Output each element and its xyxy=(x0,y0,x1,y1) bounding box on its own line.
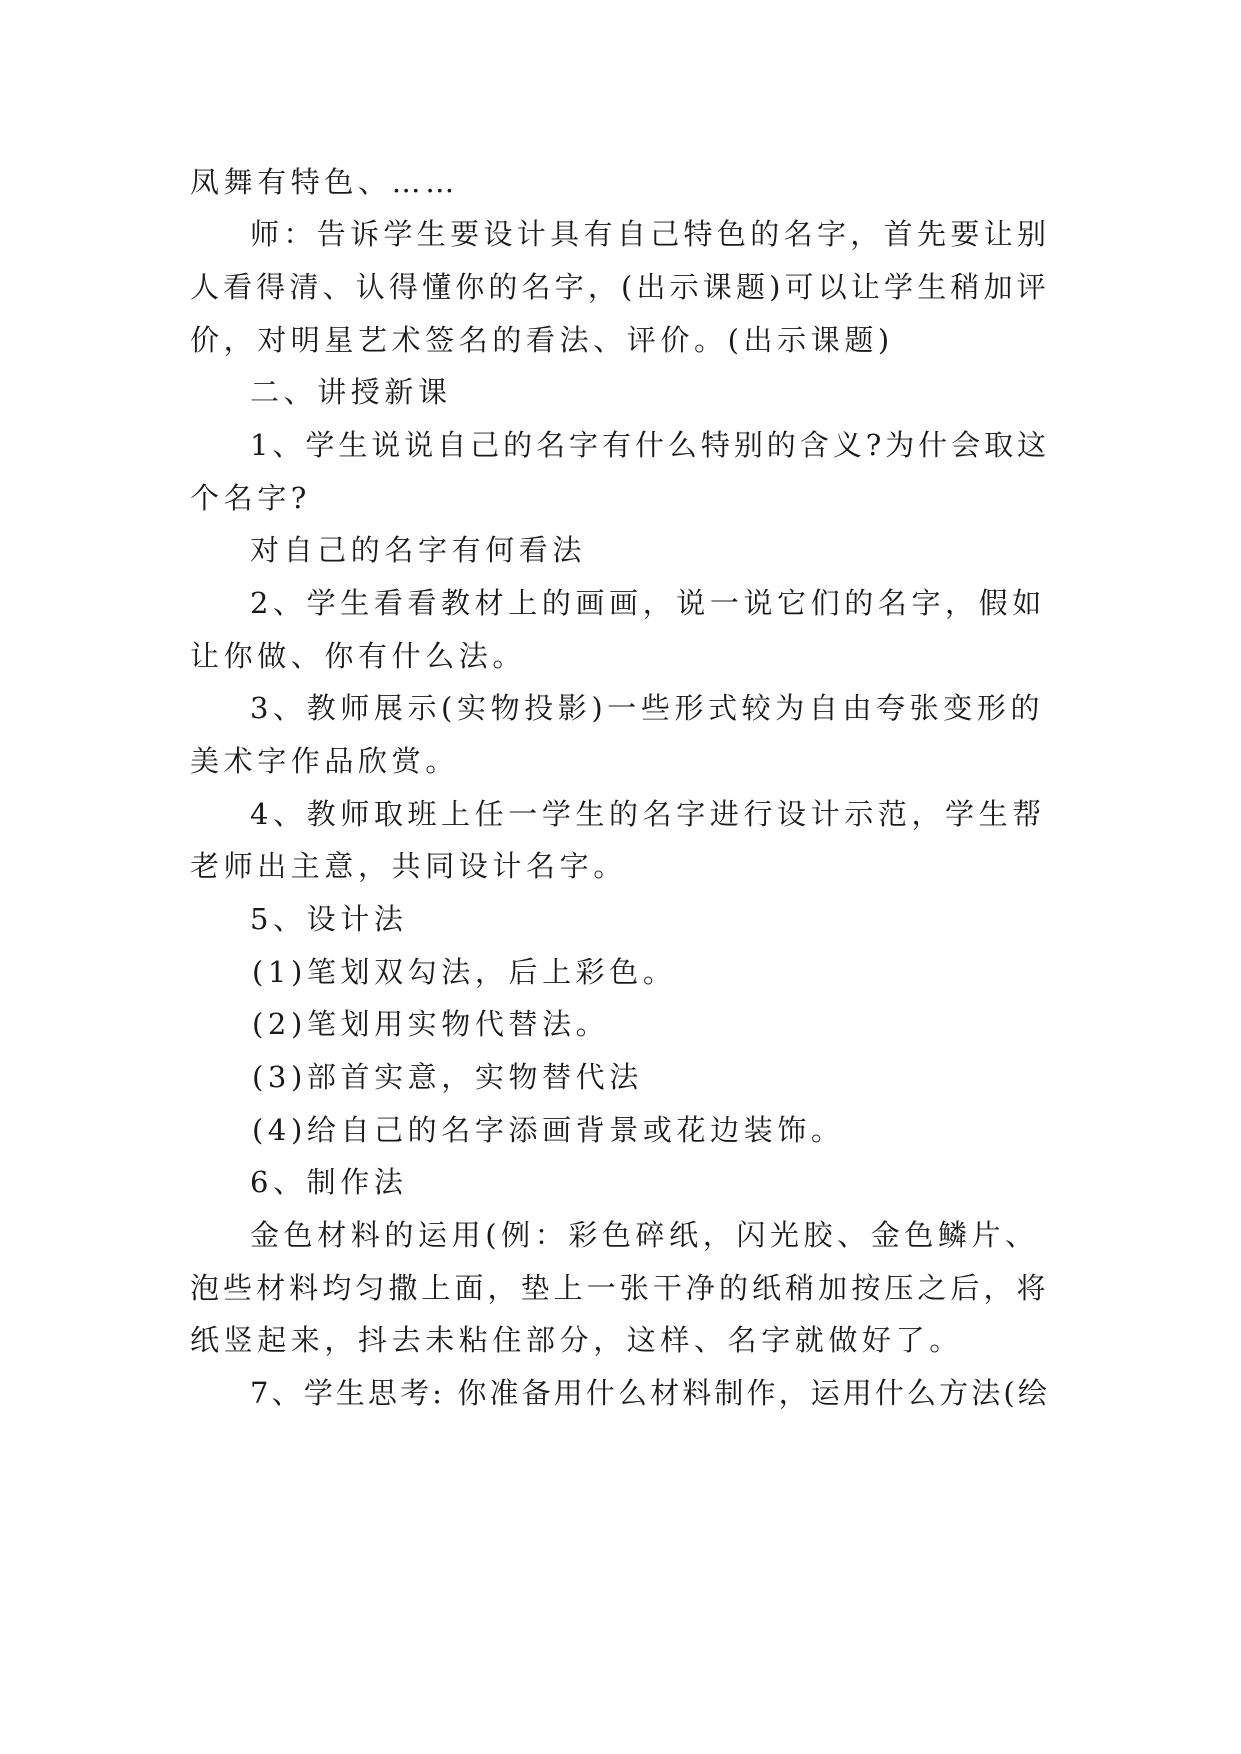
list-item: (3)部首实意，实物替代法 xyxy=(252,1060,643,1094)
text-line: 2、学生看看教材上的画画，说一说它们的名字，假如 xyxy=(250,586,1046,620)
text-line: 个名字? xyxy=(190,481,311,515)
text-line: 5、设计法 xyxy=(250,902,408,936)
text-line: 纸竖起来，抖去未粘住部分，这样、名字就做好了。 xyxy=(190,1323,963,1357)
text-line: 6、制作法 xyxy=(250,1165,408,1199)
text-line: 师：告诉学生要设计具有自己特色的名字，首先要让别 xyxy=(250,217,1051,251)
list-item: (4)给自己的名字添画背景或花边装饰。 xyxy=(252,1113,845,1147)
text-line: 7、学生思考: 你准备用什么材料制作，运用什么方法(绘 xyxy=(250,1376,1050,1410)
text-line: 人看得清、认得懂你的名字，(出示课题)可以让学生稍加评 xyxy=(190,270,1050,304)
list-item: (2)笔划用实物代替法。 xyxy=(252,1007,610,1041)
text-line: 3、教师展示(实物投影)一些形式较为自由夸张变形的 xyxy=(250,691,1045,725)
text-line: 凤舞有特色、…… xyxy=(190,165,459,199)
text-line: 4、教师取班上任一学生的名字进行设计示范，学生帮 xyxy=(250,797,1046,831)
text-line: 对自己的名字有何看法 xyxy=(250,533,587,567)
text-line: 美术字作品欣赏。 xyxy=(190,744,459,778)
text-line: 价，对明星艺术签名的看法、评价。(出示课题) xyxy=(190,323,894,357)
list-item: (1)笔划双勾法，后上彩色。 xyxy=(252,955,677,989)
text-line: 老师出主意，共同设计名字。 xyxy=(190,849,627,883)
text-line: 1、学生说说自己的名字有什么特别的含义?为什会取这 xyxy=(250,428,1050,462)
text-line: 让你做、你有什么法。 xyxy=(190,639,527,673)
text-line: 泡些材料均匀撒上面，垫上一张干净的纸稍加按压之后，将 xyxy=(190,1271,1050,1305)
text-line: 金色材料的运用(例：彩色碎纸，闪光胶、金色鳞片、 xyxy=(250,1218,1039,1252)
section-heading: 二、讲授新课 xyxy=(250,375,452,409)
